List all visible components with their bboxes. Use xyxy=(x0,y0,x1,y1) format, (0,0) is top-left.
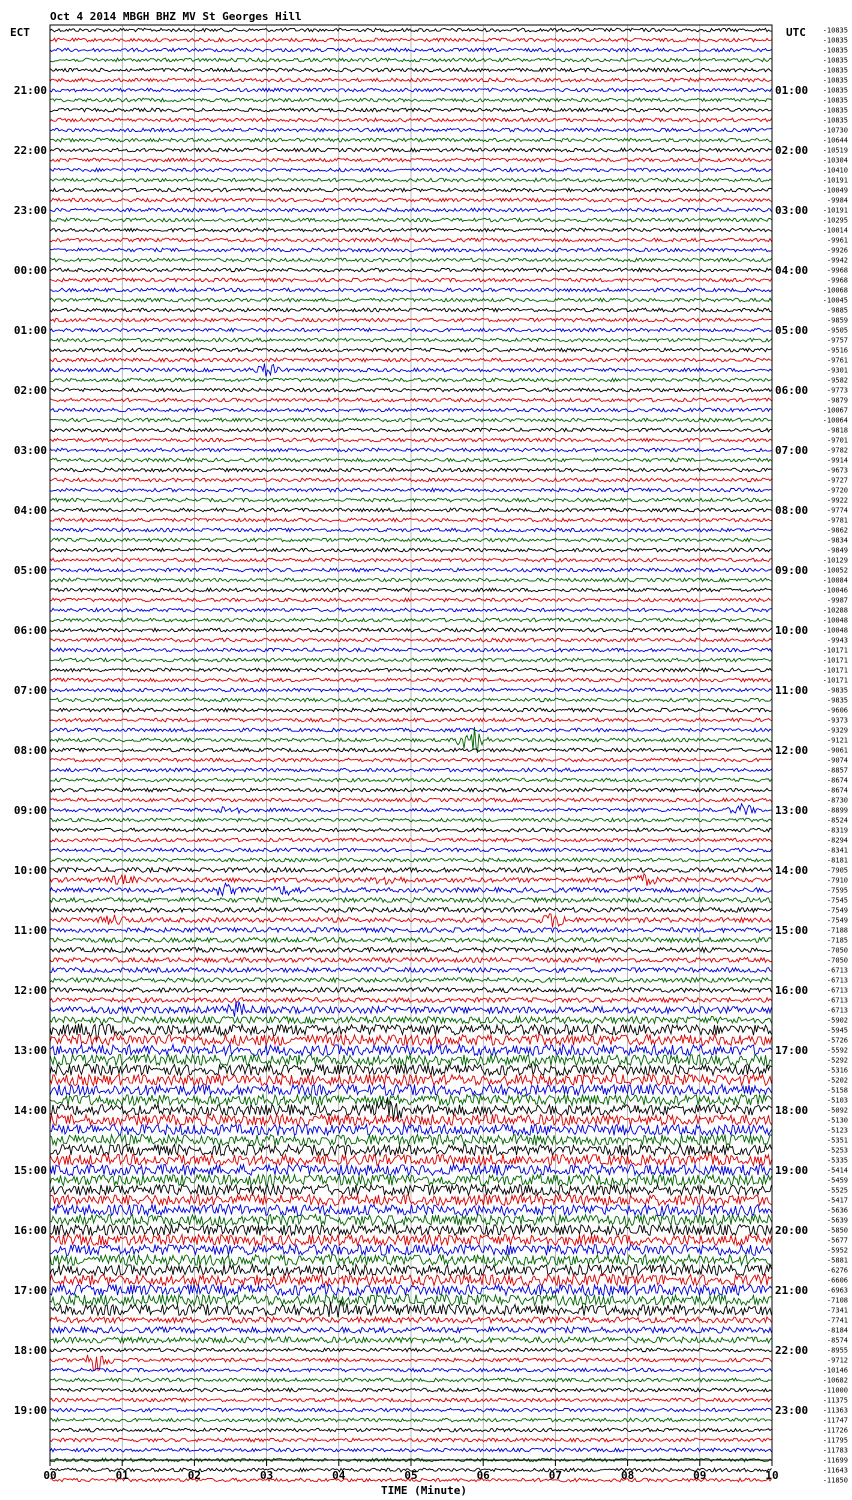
trace-offset-label: -9712 xyxy=(826,1356,848,1365)
trace-offset-label: -8955 xyxy=(826,1346,848,1355)
trace-offset-label: -8184 xyxy=(826,1326,848,1335)
trace-offset-label: -9074 xyxy=(826,756,848,765)
trace-offset-label: -7910 xyxy=(826,876,848,885)
trace-offset-label: -8524 xyxy=(826,816,848,825)
trace-offset-label: -9781 xyxy=(826,516,848,525)
trace-offset-label: -7549 xyxy=(826,916,848,925)
right-hour-label: 07:00 xyxy=(775,444,809,457)
trace-offset-label: -5952 xyxy=(826,1246,848,1255)
trace-offset-label: -7108 xyxy=(826,1296,848,1305)
trace-offset-label: -10295 xyxy=(822,216,848,225)
right-hour-label: 12:00 xyxy=(775,744,809,757)
trace-offset-label: -7741 xyxy=(826,1316,848,1325)
trace-offset-label: -9782 xyxy=(826,446,848,455)
right-hour-label: 08:00 xyxy=(775,504,809,517)
trace-offset-label: -10171 xyxy=(822,676,848,685)
right-hour-label: 03:00 xyxy=(775,204,809,217)
trace-offset-label: -9862 xyxy=(826,526,848,535)
trace-offset-label: -8857 xyxy=(826,766,848,775)
trace-offset-label: -11747 xyxy=(822,1416,848,1425)
trace-offset-label: -9834 xyxy=(826,536,848,545)
trace-offset-label: -8899 xyxy=(826,806,848,815)
right-hour-label: 15:00 xyxy=(775,924,809,937)
trace-offset-label: -7050 xyxy=(826,956,848,965)
x-tick-label: 00 xyxy=(43,1469,57,1482)
trace-offset-label: -5202 xyxy=(826,1076,848,1085)
trace-offset-label: -9859 xyxy=(826,316,848,325)
left-hour-label: 02:00 xyxy=(13,384,47,397)
trace-offset-label: -11375 xyxy=(822,1396,848,1405)
left-hour-label: 01:00 xyxy=(13,324,47,337)
right-hour-label: 22:00 xyxy=(775,1344,809,1357)
trace-offset-label: -5123 xyxy=(826,1126,848,1135)
trace-offset-label: -10067 xyxy=(822,406,848,415)
trace-offset-label: -5902 xyxy=(826,1016,848,1025)
trace-offset-label: -6963 xyxy=(826,1286,848,1295)
trace-offset-label: -10835 xyxy=(822,116,848,125)
trace-offset-label: -8319 xyxy=(826,826,848,835)
trace-offset-label: -5459 xyxy=(826,1176,848,1185)
right-timezone-label: UTC xyxy=(786,26,806,39)
trace-offset-label: -6713 xyxy=(826,966,848,975)
trace-offset-label: -5592 xyxy=(826,1046,848,1055)
trace-offset-label: -9061 xyxy=(826,746,848,755)
trace-offset-label: -10835 xyxy=(822,46,848,55)
left-hour-label: 00:00 xyxy=(13,264,47,277)
trace-offset-label: -10304 xyxy=(822,156,848,165)
trace-offset-label: -5414 xyxy=(826,1166,848,1175)
trace-offset-label: -7341 xyxy=(826,1306,848,1315)
right-hour-label: 19:00 xyxy=(775,1164,809,1177)
trace-offset-label: -7905 xyxy=(826,866,848,875)
right-hour-label: 11:00 xyxy=(775,684,809,697)
trace-offset-label: -6713 xyxy=(826,976,848,985)
trace-offset-label: -8294 xyxy=(826,836,848,845)
trace-offset-label: -5335 xyxy=(826,1156,848,1165)
left-hour-label: 08:00 xyxy=(13,744,47,757)
left-hour-label: 23:00 xyxy=(13,204,47,217)
x-tick-label: 09 xyxy=(693,1469,707,1482)
left-hour-label: 04:00 xyxy=(13,504,47,517)
left-hour-label: 14:00 xyxy=(13,1104,47,1117)
trace-offset-label: -8574 xyxy=(826,1336,848,1345)
trace-offset-label: -5639 xyxy=(826,1216,848,1225)
right-hour-label: 23:00 xyxy=(775,1404,809,1417)
trace-offset-label: -9922 xyxy=(826,496,848,505)
right-hour-label: 16:00 xyxy=(775,984,809,997)
trace-offset-label: -5677 xyxy=(826,1236,848,1245)
trace-offset-label: -10191 xyxy=(822,206,848,215)
trace-offset-label: -9968 xyxy=(826,266,848,275)
trace-offset-label: -10064 xyxy=(822,416,848,425)
trace-offset-label: -9773 xyxy=(826,386,848,395)
trace-offset-label: -9885 xyxy=(826,306,848,315)
trace-offset-label: -11783 xyxy=(822,1446,848,1455)
trace-offset-label: -7549 xyxy=(826,906,848,915)
trace-offset-label: -9329 xyxy=(826,726,848,735)
trace-offset-label: -10410 xyxy=(822,166,848,175)
trace-offset-label: -9301 xyxy=(826,366,848,375)
trace-offset-label: -11699 xyxy=(822,1456,848,1465)
left-timezone-label: ECT xyxy=(10,26,30,39)
trace-offset-label: -10835 xyxy=(822,106,848,115)
left-hour-label: 07:00 xyxy=(13,684,47,697)
trace-offset-label: -11363 xyxy=(822,1406,848,1415)
trace-offset-label: -5103 xyxy=(826,1096,848,1105)
left-hour-label: 05:00 xyxy=(13,564,47,577)
trace-offset-label: -5881 xyxy=(826,1256,848,1265)
trace-offset-label: -10129 xyxy=(822,556,848,565)
trace-offset-label: -10835 xyxy=(822,36,848,45)
x-tick-label: 02 xyxy=(187,1469,202,1482)
trace-offset-label: -9606 xyxy=(826,706,848,715)
trace-offset-label: -9720 xyxy=(826,486,848,495)
right-hour-label: 14:00 xyxy=(775,864,809,877)
trace-offset-label: -10191 xyxy=(822,176,848,185)
trace-offset-label: -10835 xyxy=(822,26,848,35)
trace-offset-label: -10048 xyxy=(822,626,848,635)
trace-offset-label: -9926 xyxy=(826,246,848,255)
trace-offset-label: -9943 xyxy=(826,636,848,645)
trace-offset-label: -9774 xyxy=(826,506,848,515)
left-hour-label: 17:00 xyxy=(13,1284,47,1297)
trace-offset-label: -10835 xyxy=(822,96,848,105)
trace-offset-label: -11850 xyxy=(822,1476,848,1485)
left-hour-label: 22:00 xyxy=(13,144,47,157)
trace-offset-label: -10730 xyxy=(822,126,848,135)
trace-offset-label: -9984 xyxy=(826,196,848,205)
left-hour-label: 10:00 xyxy=(13,864,47,877)
right-hour-label: 09:00 xyxy=(775,564,809,577)
trace-offset-label: -9373 xyxy=(826,716,848,725)
right-hour-label: 06:00 xyxy=(775,384,809,397)
trace-offset-label: -6713 xyxy=(826,1006,848,1015)
trace-offset-label: -8341 xyxy=(826,846,848,855)
trace-offset-label: -10171 xyxy=(822,666,848,675)
left-hour-label: 18:00 xyxy=(13,1344,47,1357)
trace-offset-label: -10835 xyxy=(822,56,848,65)
trace-offset-label: -9835 xyxy=(826,686,848,695)
trace-offset-label: -5292 xyxy=(826,1056,848,1065)
trace-offset-label: -8674 xyxy=(826,786,848,795)
trace-offset-label: -10835 xyxy=(822,66,848,75)
right-hour-label: 21:00 xyxy=(775,1284,809,1297)
trace-offset-label: -10084 xyxy=(822,576,848,585)
trace-offset-label: -10049 xyxy=(822,186,848,195)
x-tick-label: 03 xyxy=(259,1469,274,1482)
trace-offset-label: -5092 xyxy=(826,1106,848,1115)
trace-offset-label: -9757 xyxy=(826,336,848,345)
trace-offset-label: -7545 xyxy=(826,896,848,905)
trace-offset-label: -11726 xyxy=(822,1426,848,1435)
trace-offset-label: -5158 xyxy=(826,1086,848,1095)
x-tick-label: 05 xyxy=(404,1469,418,1482)
trace-offset-label: -10014 xyxy=(822,226,848,235)
trace-offset-label: -10171 xyxy=(822,656,848,665)
trace-offset-label: -9849 xyxy=(826,546,848,555)
x-tick-label: 08 xyxy=(620,1469,635,1482)
left-hour-label: 13:00 xyxy=(13,1044,47,1057)
trace-offset-label: -10046 xyxy=(822,586,848,595)
trace-offset-label: -10682 xyxy=(822,1376,848,1385)
trace-offset-label: -5850 xyxy=(826,1226,848,1235)
trace-offset-label: -5130 xyxy=(826,1116,848,1125)
trace-offset-label: -9582 xyxy=(826,376,848,385)
trace-offset-label: -11643 xyxy=(822,1466,848,1475)
trace-offset-label: -5525 xyxy=(826,1186,848,1195)
trace-offset-label: -7188 xyxy=(826,926,848,935)
x-tick-label: 01 xyxy=(115,1469,129,1482)
x-tick-label: 06 xyxy=(476,1469,490,1482)
trace-offset-label: -9701 xyxy=(826,436,848,445)
left-hour-label: 19:00 xyxy=(13,1404,47,1417)
right-hour-label: 13:00 xyxy=(775,804,809,817)
trace-offset-label: -10835 xyxy=(822,86,848,95)
left-hour-label: 16:00 xyxy=(13,1224,47,1237)
x-tick-label: 04 xyxy=(332,1469,346,1482)
trace-offset-label: -9914 xyxy=(826,456,848,465)
left-hour-label: 09:00 xyxy=(13,804,47,817)
right-hour-label: 10:00 xyxy=(775,624,809,637)
left-hour-label: 11:00 xyxy=(13,924,47,937)
trace-offset-label: -7050 xyxy=(826,946,848,955)
trace-offset-label: -9761 xyxy=(826,356,848,365)
trace-offset-label: -9879 xyxy=(826,396,848,405)
trace-offset-label: -5636 xyxy=(826,1206,848,1215)
trace-offset-label: -10171 xyxy=(822,646,848,655)
trace-offset-label: -10288 xyxy=(822,606,848,615)
trace-offset-label: -10052 xyxy=(822,566,848,575)
trace-offset-label: -5351 xyxy=(826,1136,848,1145)
left-hour-label: 06:00 xyxy=(13,624,47,637)
trace-offset-label: -9961 xyxy=(826,236,848,245)
right-hour-label: 02:00 xyxy=(775,144,809,157)
trace-offset-label: -8674 xyxy=(826,776,848,785)
trace-offset-label: -6713 xyxy=(826,986,848,995)
trace-offset-label: -5945 xyxy=(826,1026,848,1035)
trace-offset-label: -6276 xyxy=(826,1266,848,1275)
trace-offset-label: -5417 xyxy=(826,1196,848,1205)
chart-title: Oct 4 2014 MBGH BHZ MV St Georges Hill xyxy=(50,10,302,23)
trace-offset-label: -5726 xyxy=(826,1036,848,1045)
trace-offset-label: -10835 xyxy=(822,76,848,85)
trace-offset-label: -11795 xyxy=(822,1436,848,1445)
trace-offset-label: -8181 xyxy=(826,856,848,865)
trace-offset-label: -10048 xyxy=(822,616,848,625)
trace-offset-label: -9673 xyxy=(826,466,848,475)
left-hour-label: 03:00 xyxy=(13,444,47,457)
trace-offset-label: -10146 xyxy=(822,1366,848,1375)
right-hour-label: 17:00 xyxy=(775,1044,809,1057)
x-axis-label: TIME (Minute) xyxy=(380,1484,468,1497)
right-hour-label: 18:00 xyxy=(775,1104,809,1117)
right-hour-label: 04:00 xyxy=(775,264,809,277)
left-hour-label: 12:00 xyxy=(13,984,47,997)
trace-offset-label: -9835 xyxy=(826,696,848,705)
trace-offset-label: -5316 xyxy=(826,1066,848,1075)
trace-offset-label: -9516 xyxy=(826,346,848,355)
trace-offset-label: -9727 xyxy=(826,476,848,485)
left-hour-label: 15:00 xyxy=(13,1164,47,1177)
trace-offset-label: -5253 xyxy=(826,1146,848,1155)
trace-offset-label: -8730 xyxy=(826,796,848,805)
trace-offset-label: -9987 xyxy=(826,596,848,605)
right-hour-label: 20:00 xyxy=(775,1224,809,1237)
trace-offset-label: -10519 xyxy=(822,146,848,155)
x-tick-label: 10 xyxy=(765,1469,779,1482)
trace-offset-label: -7595 xyxy=(826,886,848,895)
trace-offset-label: -9121 xyxy=(826,736,848,745)
trace-offset-label: -9942 xyxy=(826,256,848,265)
trace-offset-label: -6606 xyxy=(826,1276,848,1285)
trace-offset-label: -10644 xyxy=(822,136,848,145)
right-hour-label: 05:00 xyxy=(775,324,809,337)
left-hour-label: 21:00 xyxy=(13,84,47,97)
right-hour-label: 01:00 xyxy=(775,84,809,97)
x-tick-label: 07 xyxy=(548,1469,563,1482)
trace-offset-label: -9505 xyxy=(826,326,848,335)
trace-offset-label: -9818 xyxy=(826,426,848,435)
trace-offset-label: -10045 xyxy=(822,296,848,305)
trace-offset-label: -6713 xyxy=(826,996,848,1005)
trace-offset-label: -10068 xyxy=(822,286,848,295)
trace-offset-label: -11000 xyxy=(822,1386,848,1395)
trace-offset-label: -9968 xyxy=(826,276,848,285)
trace-offset-label: -7185 xyxy=(826,936,848,945)
